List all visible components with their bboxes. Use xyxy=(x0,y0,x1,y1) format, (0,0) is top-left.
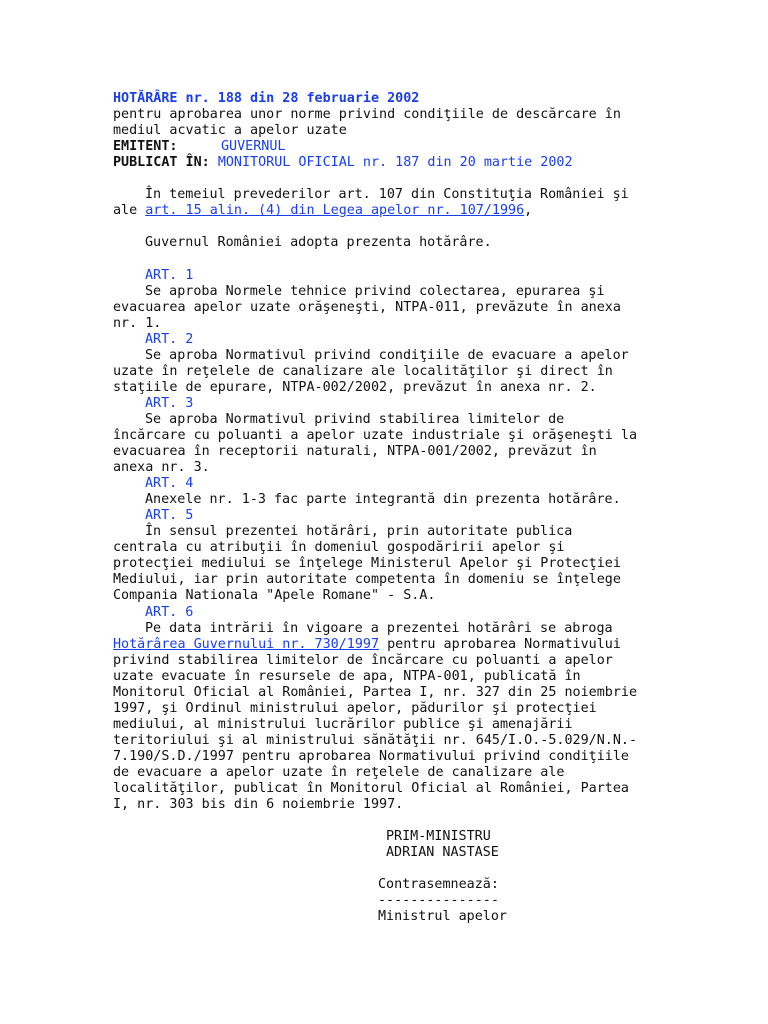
article-5-line: centrala cu atribuţii în domeniul gospodăririi apelor şi xyxy=(113,540,565,556)
article-6-line: 7.190/S.D./1997 pentru aprobarea Normativului privind condiţiile xyxy=(113,748,629,764)
article-6-line: mediului, al ministrului lucrărilor publice şi amenajării xyxy=(113,716,573,732)
article-6-line: I, nr. 303 bis din 6 noiembrie 1997. xyxy=(113,797,404,813)
subtitle-line-1: pentru aprobarea unor norme privind condiţiile de descărcare în xyxy=(113,107,621,123)
article-6-line xyxy=(113,637,753,653)
article-1-line: nr. 1. xyxy=(113,315,162,331)
signature-name: ADRIAN NASTASE xyxy=(386,845,499,861)
article-6-line: localităţilor, publicat în Monitorul Oficial al României, Partea xyxy=(113,781,629,797)
emitent-value: GUVERNUL xyxy=(221,139,286,155)
document-body xyxy=(113,91,753,925)
article-2-line: staţiile de epurare, NTPA-002/2002, prevăzut în anexa nr. 2. xyxy=(113,379,597,395)
article-6-line: teritoriului şi al ministrului sănătăţii nr. 645/I.O.-5.029/N.N.- xyxy=(113,732,638,748)
article-6-line: privind stabilirea limitelor de încărcare cu poluanti a apelor xyxy=(113,652,613,668)
article-6-line: uzate evacuate în resursele de apa, NTPA-001, publicată în xyxy=(113,668,581,684)
intro-prefix: ale xyxy=(113,203,146,219)
article-5-label: ART. 5 xyxy=(145,508,194,524)
article-2-line: uzate în reţelele de canalizare ale localităţilor şi direct în xyxy=(113,363,613,379)
subtitle-line-2: mediul acvatic a apelor uzate xyxy=(113,123,347,139)
countersign-label: Contrasemnează: xyxy=(378,877,499,893)
article-3-label: ART. 3 xyxy=(145,395,194,411)
article-6-line: de evacuare a apelor uzate în reţelele de canalizare ale xyxy=(113,764,565,780)
hg-730-1997-link[interactable]: Hotărârea Guvernului nr. 730/1997 xyxy=(113,636,380,652)
article-3-line: încărcare cu poluanti a apelor uzate industriale şi orăşeneşti la xyxy=(113,427,638,443)
article-4-label: ART. 4 xyxy=(145,476,194,492)
intro-line-1: În temeiul prevederilor art. 107 din Constituţia României şi xyxy=(145,187,629,203)
article-5-line: În sensul prezentei hotărâri, prin autoritate publica xyxy=(145,524,573,540)
emitent-row xyxy=(113,139,753,155)
article-6-line: Monitorul Oficial al României, Partea I, nr. 327 din 25 noiembrie xyxy=(113,684,638,700)
article-5-line: Compania Nationala "Apele Romane" - S.A. xyxy=(113,588,436,604)
article-4-line: Anexele nr. 1-3 fac parte integrantă din prezenta hotărâre. xyxy=(145,492,621,508)
article-6-line: 1997, şi Ordinul ministrului apelor, pădurilor şi protecţiei xyxy=(113,700,597,716)
article-1-line: Se aproba Normele tehnice privind colectarea, epurarea şi xyxy=(145,283,605,299)
article-2-line: Se aproba Normativul privind condiţiile de evacuare a apelor xyxy=(145,347,629,363)
law-107-1996-link[interactable]: art. 15 alin. (4) din Legea apelor nr. 107/1996 xyxy=(145,203,525,219)
signature-role: PRIM-MINISTRU xyxy=(386,829,491,845)
intro-line-2 xyxy=(113,203,753,219)
article-6-label: ART. 6 xyxy=(145,604,194,620)
intro-suffix: , xyxy=(524,203,533,219)
article-1-line: evacuarea apelor uzate orăşeneşti, NTPA-011, prevăzute în anexa xyxy=(113,299,621,315)
article-2-label: ART. 2 xyxy=(145,331,194,347)
article-5-line: Mediului, iar prin autoritate competenta în domeniu se înţelege xyxy=(113,572,621,588)
article-3-line: anexa nr. 3. xyxy=(113,460,210,476)
article-5-line: protecţiei mediului se înţelege Ministerul Apelor şi Protecţiei xyxy=(113,556,621,572)
article-6-line: Pe data intrării în vigoare a prezentei hotărâri se abroga xyxy=(145,620,613,636)
article-1-label: ART. 1 xyxy=(145,267,194,283)
minister-title: Ministrul apelor xyxy=(378,909,507,925)
countersign-divider: --------------- xyxy=(378,893,499,909)
publicat-label: PUBLICAT ÎN: xyxy=(113,155,210,171)
article-6-line-suffix: pentru aprobarea Normativului xyxy=(379,636,621,652)
article-3-line: Se aproba Normativul privind stabilirea limitelor de xyxy=(145,411,565,427)
publicat-row xyxy=(113,155,753,171)
emitent-label: EMITENT: xyxy=(113,139,178,155)
adoption-statement: Guvernul României adopta prezenta hotărâre. xyxy=(145,235,492,251)
article-3-line: evacuarea în receptorii naturali, NTPA-001/2002, prevăzut în xyxy=(113,444,597,460)
publicat-value: MONITORUL OFICIAL nr. 187 din 20 martie 2002 xyxy=(217,155,573,171)
document-title: HOTĂRÂRE nr. 188 din 28 februarie 2002 xyxy=(113,91,420,106)
